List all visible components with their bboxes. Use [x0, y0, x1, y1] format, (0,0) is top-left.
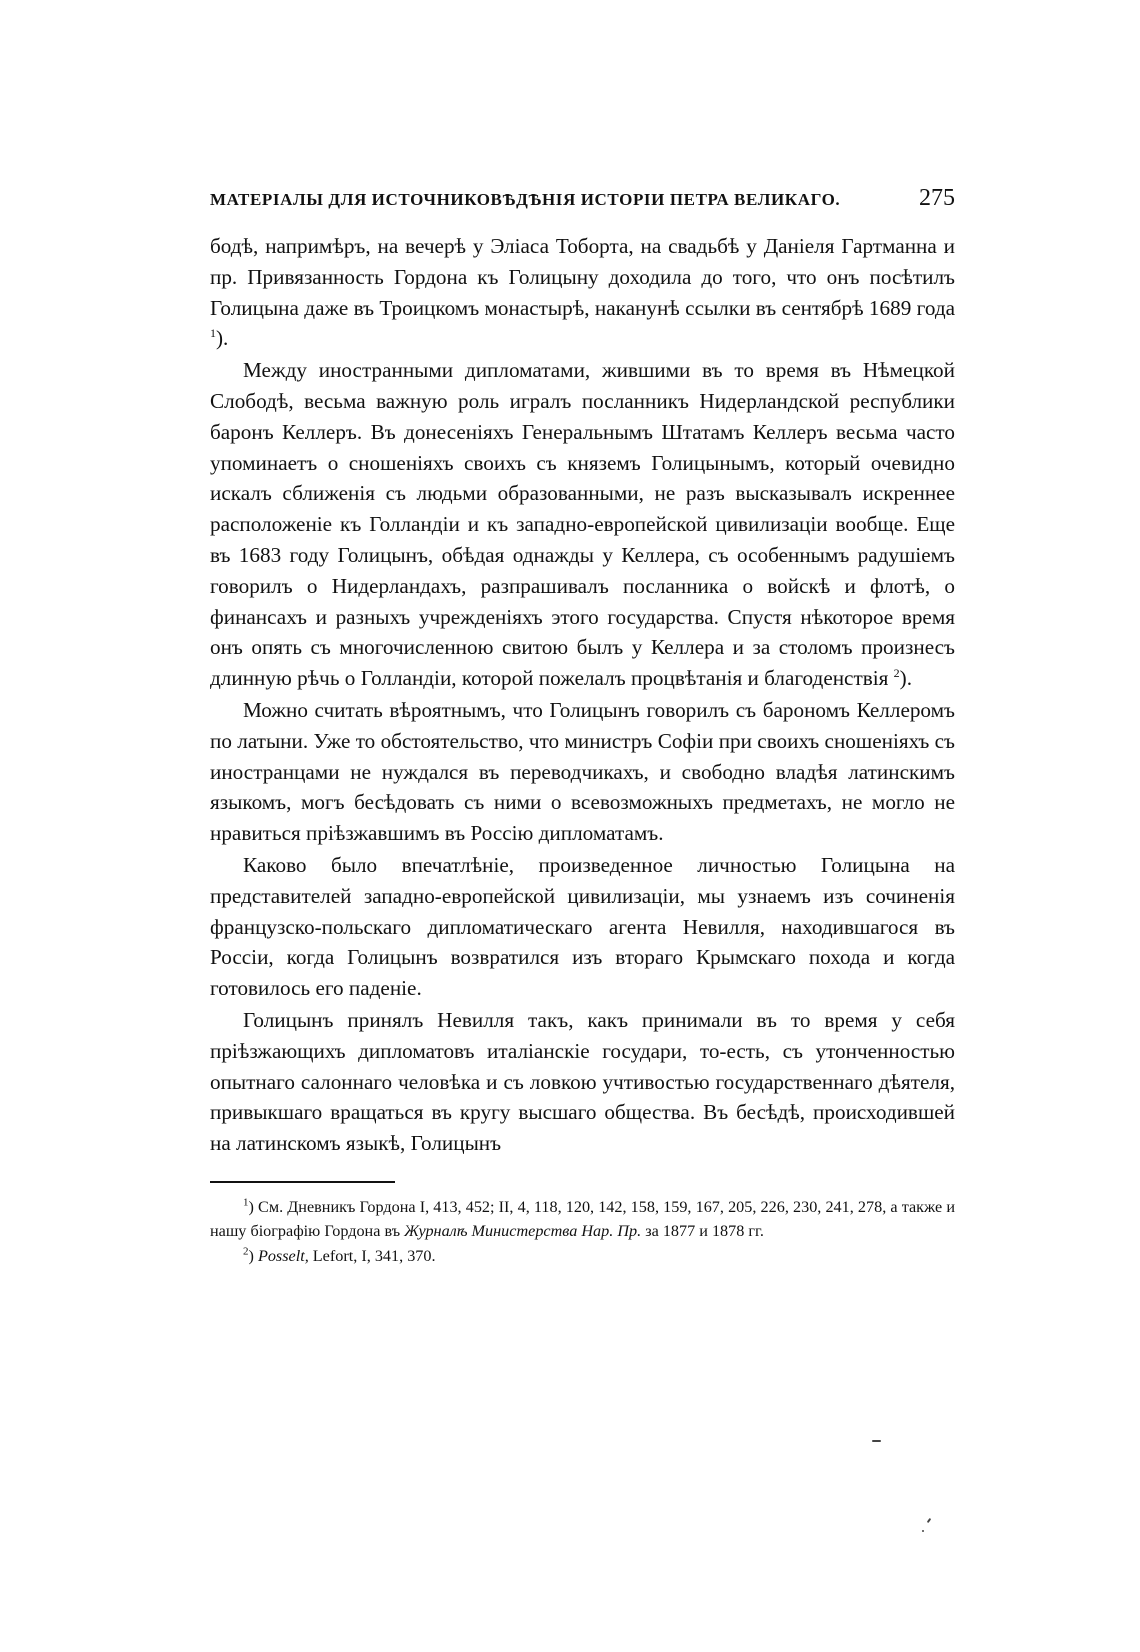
scan-speck [922, 1530, 924, 1532]
paragraph-1: бодѣ, напримѣръ, на вечерѣ у Эліаса Тоборта, на свадьбѣ у Даніеля Гартманна и пр. Привязанность Гордона къ Голицыну доходила до того, что онъ посѣтилъ Голицына даже въ Троицкомъ монастырѣ, наканунѣ ссылки въ сентябрѣ 1689 года $^1$). [210, 234, 955, 351]
paragraph-4: Каково было впечатлѣніе, произведенное личностью Голицына на представителей западно-европейской цивилизаціи, мы узнаемъ изъ сочиненія французско-польскаго дипломатическаго агента Невилля, находившагося въ Россіи, когда Голицынъ возвратился изъ втораго Крымскаго похода и когда готовилось его паденіе. [210, 852, 955, 1001]
running-head [210, 185, 955, 225]
footnote-1: $^1$) См. Дневникъ Гордона I, 413, 452; II, 4, 118, 120, 142, 158, 159, 167, 205, 226, 230, 241, 278, а также и нашу біографію Гордона въ Журналѣ Министерства Нар. Пр. за 1877 и 1878 гг. [210, 1196, 955, 1241]
paragraph-2: Между иностранными дипломатами, жившими въ то время въ Нѣмецкой Слободѣ, весьма важную роль игралъ посланникъ Нидерландской республики баронъ Келлеръ. Въ донесеніяхъ Генеральнымъ Штатамъ Келлеръ весьма часто упоминаетъ о сношеніяхъ своихъ съ княземъ Голицынымъ, который очевидно искалъ сближенія съ людьми образованными, не разъ высказывалъ искреннее расположеніе къ Голландіи и къ западно-европейской цивилизаціи вообще. Еще въ 1683 году Голицынъ, обѣдая однажды у Келлера, съ особеннымъ радушіемъ говорилъ о Нидерландахъ, разпрашивалъ посланника о войскѣ и флотѣ, о финансахъ и разныхъ учрежденіяхъ этого государства. Спустя нѣкоторое время онъ опять съ многочисленною свитою былъ у Келлера и за столомъ произнесъ длинную рѣчь о Голландіи, которой пожелалъ процвѣтанія и благоденствія $^2$). [210, 358, 955, 691]
body-text [210, 231, 955, 1159]
footnote-divider [210, 1181, 395, 1183]
document-page [210, 185, 955, 1268]
running-title: МАТЕРІАЛЫ ДЛЯ ИСТОЧНИКОВѢДѢНІЯ ИСТОРІИ ПЕТРА ВЕЛИКАГО. [210, 190, 841, 209]
footnote-ref-1[interactable]: 1 [210, 326, 216, 341]
footnotes [210, 1195, 955, 1269]
footnote-2: $^2$) Posselt, Lefort, I, 341, 370. [243, 1245, 436, 1265]
paragraph-5: Голицынъ принялъ Невилля такъ, какъ принимали въ то время у себя пріѣзжающихъ дипломатовъ италіанскіе государи, то-есть, съ утонченностью опытнаго салоннаго человѣка и съ ловкою учтивостью государственнаго дѣятеля, привыкшаго вращаться въ кругу высшаго общества. Въ бесѣдѣ, происходившей на латинскомъ языкѣ, Голицынъ [210, 1007, 955, 1156]
footnote-mark-2: 2 [243, 1245, 249, 1258]
paragraph-3: Можно считать вѣроятнымъ, что Голицынъ говорилъ съ барономъ Келлеромъ по латыни. Уже то обстоятельство, что министръ Софіи при своихъ сношеніяхъ съ иностранцами не нуждался въ переводчикахъ, и свободно владѣя латинскимъ языкомъ, могъ бесѣдовать съ ними о всевозможныхъ предметахъ, не могло не нравиться пріѣзжавшимъ въ Россію дипломатамъ. [210, 697, 955, 846]
footnote-ref-2[interactable]: 2 [893, 666, 900, 681]
footnote-2-author: Posselt, [257, 1246, 309, 1265]
page-number: 275 [919, 185, 955, 211]
scan-speck [872, 1440, 881, 1442]
footnote-1-journal: Журналѣ Министерства Нар. Пр. [404, 1222, 642, 1241]
footnote-mark-1: 1 [243, 1196, 249, 1209]
scan-speck [927, 1518, 932, 1523]
